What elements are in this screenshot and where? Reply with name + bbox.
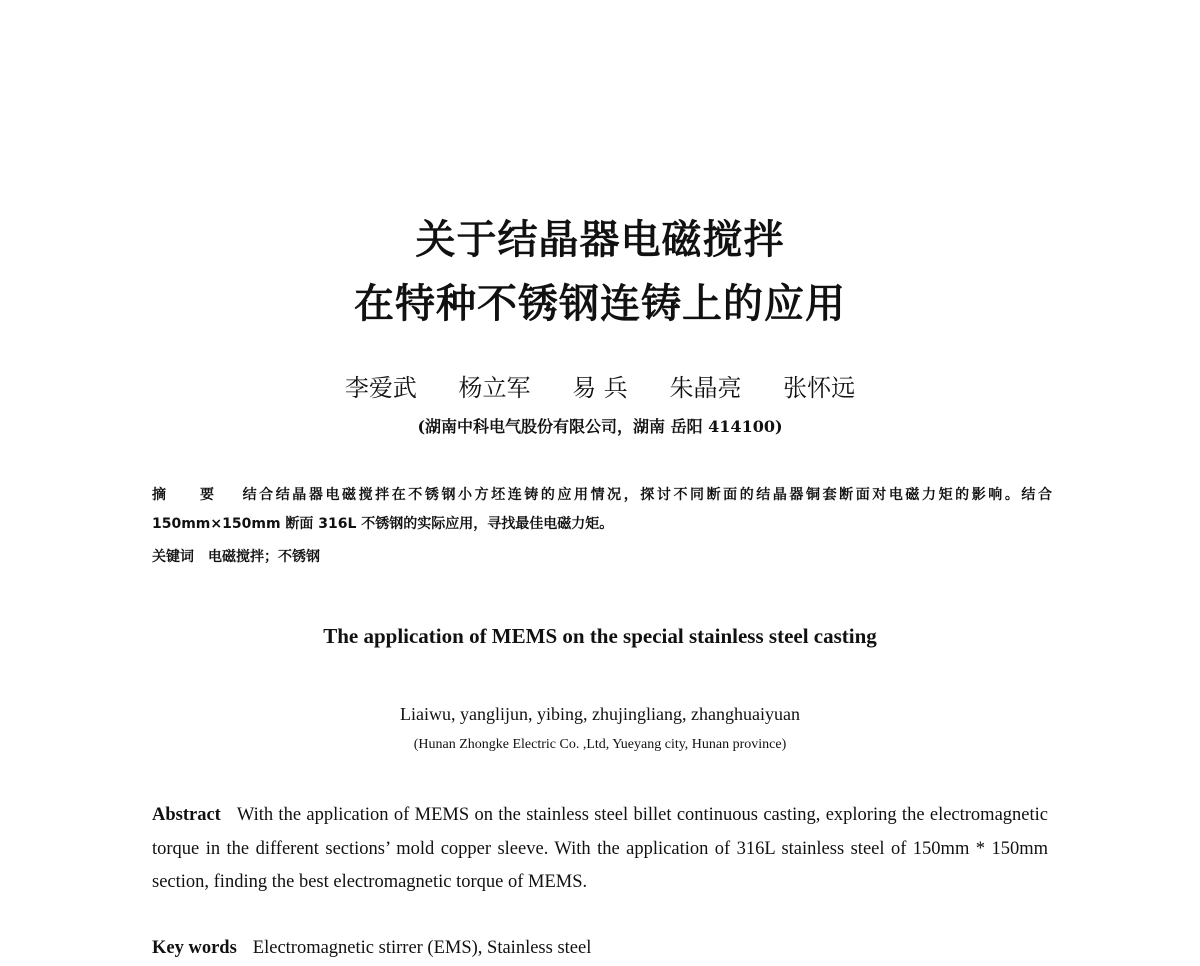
authors-en: Liaiwu, yanglijun, yibing, zhujingliang, zhanghuaiyuan: [400, 704, 800, 724]
abstract-en-label: Abstract: [152, 805, 221, 825]
keywords-en: [152, 932, 1048, 966]
affiliation-en: (Hunan Zhongke Electric Co. ,Ltd, Yueyang city, Hunan province): [413, 737, 787, 752]
abstract-en-text: With the application of MEMS on the stainless steel billet continuous casting, exploring the electromagnetic torque in the different sections’ mold copper sleeve. With the application of 316L stainless steel of 150mm * 150mm section, finding the best electromagnetic torque of MEMS.: [152, 805, 1048, 892]
keywords-cn: [152, 546, 1052, 566]
keywords-en-text: Electromagnetic stirrer (EMS), Stainless steel: [252, 938, 592, 958]
author-cn: 易 兵: [572, 374, 628, 402]
affiliation-cn: (湖南中科电气股份有限公司，湖南 岳阳 414100): [417, 417, 783, 436]
author-cn: 杨立军: [458, 374, 531, 402]
abstract-cn-text: 结合结晶器电磁搅拌在不锈钢小方坯连铸的应用情况，探讨不同断面的结晶器铜套断面对电磁力矩的影响。结合 150mm×150mm 断面 316L 不锈钢的实际应用，寻找最佳电磁力矩。: [152, 487, 1053, 532]
title-en: The application of MEMS on the special stainless steel casting: [323, 624, 877, 648]
keywords-cn-text: 电磁搅拌；不锈钢: [208, 549, 320, 565]
title-cn-line-2: 在特种不锈钢连铸上的应用: [354, 281, 846, 327]
keywords-en-label: Key words: [152, 938, 237, 958]
abstract-cn: [152, 481, 1052, 539]
keywords-cn-label: 关键词: [152, 549, 194, 565]
authors-cn: [0, 368, 1200, 403]
abstract-cn-label: 摘 要: [152, 487, 229, 503]
author-cn: 朱晶亮: [669, 374, 742, 402]
author-cn: 李爱武: [344, 374, 417, 402]
author-cn: 张怀远: [783, 374, 856, 402]
abstract-en: [152, 799, 1048, 900]
title-cn-line-1: 关于结晶器电磁搅拌: [415, 217, 785, 263]
